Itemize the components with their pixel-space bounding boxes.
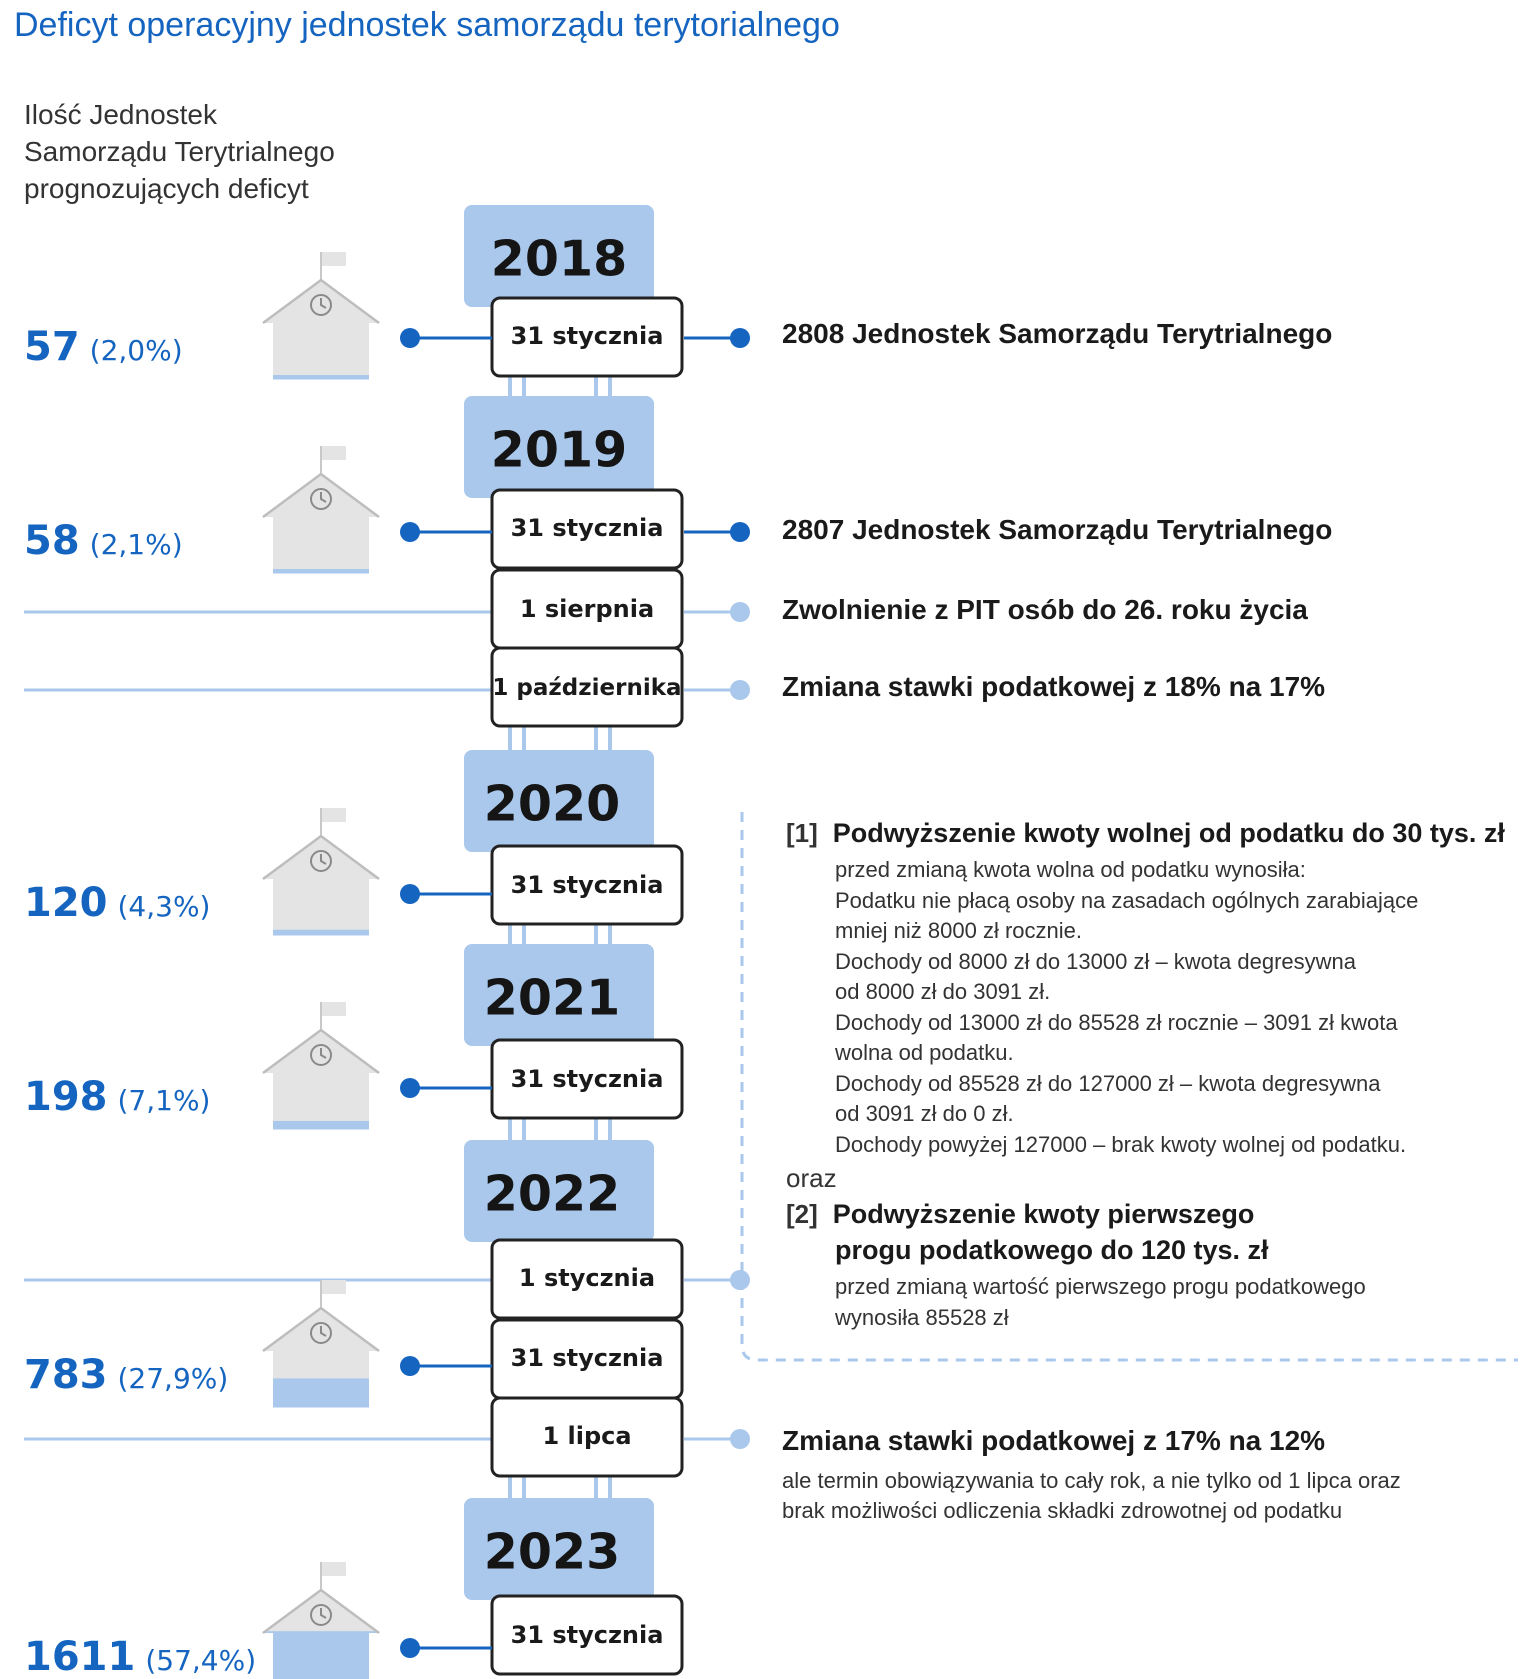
event-dot: [730, 328, 750, 348]
event-rate-change-12-note: [782, 1466, 1401, 1526]
house-icon: [262, 1002, 380, 1128]
year-label: 2022: [483, 1165, 621, 1223]
event-dot: [730, 680, 750, 700]
count-axis-heading-line: Ilość Jednostek: [24, 99, 217, 130]
date-label: 1 stycznia: [518, 1264, 656, 1292]
house-icon: [262, 1280, 380, 1406]
deficit-count: 57: [24, 324, 80, 370]
date-label: 1 sierpnia: [519, 595, 655, 623]
deficit-count-label: [24, 1074, 210, 1120]
note-line: przed zmianą kwota wolna od podatku wynosiła:: [835, 857, 1306, 882]
date-label: 1 lipca: [542, 1422, 632, 1450]
deficit-share: (2,0%): [89, 334, 183, 367]
year-label: 2018: [490, 230, 628, 288]
count-dot: [400, 884, 420, 904]
deficit-share: (57,4%): [145, 1644, 257, 1677]
date-label: 31 stycznia: [510, 514, 664, 542]
year-label: 2019: [490, 421, 628, 479]
deficit-count-label: [24, 1634, 256, 1679]
deficit-count-label: [24, 880, 210, 926]
house-fill-level: [262, 1378, 380, 1406]
house-body: [262, 835, 380, 934]
note-line: Dochody od 85528 zł do 127000 zł – kwota degresywna: [835, 1070, 1381, 1096]
page-title: Deficyt operacyjny jednostek samorządu terytorialnego: [14, 6, 840, 44]
deficit-share: (4,3%): [117, 890, 211, 923]
house-body: [262, 473, 380, 572]
flag-icon: [322, 808, 346, 822]
deficit-share: (2,1%): [89, 528, 183, 561]
note-line: przed zmianą wartość pierwszego progu podatkowego: [835, 1274, 1366, 1299]
house-icon: [262, 808, 380, 934]
house-fill-level: [262, 1631, 380, 1679]
note-head-1: Podwyższenie kwoty wolnej od podatku do 30 tys. zł: [832, 818, 1505, 848]
note-line: Podatku nie płacą osoby na zasadach ogólnych zarabiające: [835, 887, 1419, 913]
house-fill: [262, 1378, 380, 1406]
note-line: Dochody powyżej 127000 – brak kwoty wolnej od podatku.: [835, 1131, 1407, 1157]
deficit-count-label: [24, 1352, 228, 1398]
deficit-count: 58: [24, 518, 80, 564]
count-dot: [400, 1356, 420, 1376]
house-icon: [262, 252, 380, 378]
note-head-2-line: progu podatkowego do 120 tys. zł: [835, 1235, 1269, 1265]
event-dot: [730, 1270, 750, 1290]
year-label: 2021: [483, 969, 621, 1027]
note-head-2: Podwyższenie kwoty pierwszego: [832, 1199, 1255, 1229]
flag-icon: [322, 446, 346, 460]
date-label: 31 stycznia: [510, 871, 664, 899]
flag-icon: [322, 1002, 346, 1016]
date-label: 31 stycznia: [510, 322, 664, 350]
event-dot: [730, 522, 750, 542]
date-label: 31 stycznia: [510, 1344, 664, 1372]
event-rate-change-12: Zmiana stawki podatkowej z 17% na 12%: [782, 1425, 1326, 1456]
house-icon: [262, 1562, 380, 1679]
house-icon: [262, 446, 380, 572]
note-conjunction: oraz: [786, 1163, 837, 1193]
deficit-share: (7,1%): [117, 1084, 211, 1117]
count-dot: [400, 1638, 420, 1658]
deficit-share: (27,9%): [117, 1362, 229, 1395]
deficit-houses: [262, 252, 380, 1679]
note-line: od 3091 zł do 0 zł.: [835, 1101, 1014, 1126]
house-body: [262, 1029, 380, 1128]
note-line: Dochody od 13000 zł do 85528 zł rocznie – 3091 zł kwota: [835, 1009, 1398, 1035]
count-dot: [400, 1078, 420, 1098]
deficit-count: 120: [24, 880, 108, 926]
flag-icon: [322, 252, 346, 266]
tax-reform-note: [786, 815, 1516, 1333]
count-dot: [400, 522, 420, 542]
note-line: wynosiła 85528 zł: [835, 1304, 1009, 1330]
event-2018-units: 2808 Jednostek Samorządu Terytrialnego: [782, 318, 1333, 349]
year-label: 2020: [483, 775, 621, 833]
note-line: od 8000 zł do 3091 zł.: [835, 979, 1051, 1004]
note-item-2-heading: [786, 1196, 1516, 1232]
note-line: mniej niż 8000 zł rocznie.: [835, 918, 1083, 943]
year-label: 2023: [483, 1523, 621, 1581]
event-pit-exemption: Zwolnienie z PIT osób do 26. roku życia: [782, 594, 1308, 625]
house-body: [262, 279, 380, 378]
note-ref-2: [2]: [786, 1199, 818, 1229]
flag-icon: [322, 1562, 346, 1576]
event-2019-units: 2807 Jednostek Samorządu Terytrialnego: [782, 514, 1333, 545]
flag-icon: [322, 1280, 346, 1294]
event-dot: [730, 1429, 750, 1449]
date-label: 31 stycznia: [510, 1065, 664, 1093]
deficit-count: 1611: [24, 1634, 136, 1679]
count-axis-heading-line: prognozujących deficyt: [24, 173, 309, 204]
note-line: brak możliwości odliczenia składki zdrowotnej od podatku: [782, 1498, 1343, 1523]
house-fill: [262, 1631, 380, 1679]
note-item-1-heading: [786, 815, 1516, 851]
deficit-count: 783: [24, 1352, 108, 1398]
date-label: 31 stycznia: [510, 1621, 664, 1649]
note-ref-1: [1]: [786, 818, 818, 848]
event-rate-change-17: Zmiana stawki podatkowej z 18% na 17%: [782, 671, 1326, 702]
note-line: wolna od podatku.: [835, 1040, 1014, 1065]
deficit-count: 198: [24, 1074, 108, 1120]
note-line: ale termin obowiązywania to cały rok, a nie tylko od 1 lipca oraz: [782, 1468, 1401, 1493]
event-dot: [730, 602, 750, 622]
count-axis-heading-line: Samorządu Terytrialnego: [24, 136, 335, 167]
deficit-count-label: [24, 324, 183, 370]
deficit-counts: [24, 324, 492, 1679]
note-line: Dochody od 8000 zł do 13000 zł – kwota degresywna: [835, 948, 1357, 974]
count-dot: [400, 328, 420, 348]
deficit-count-label: [24, 518, 183, 564]
date-label: 1 października: [492, 675, 682, 701]
